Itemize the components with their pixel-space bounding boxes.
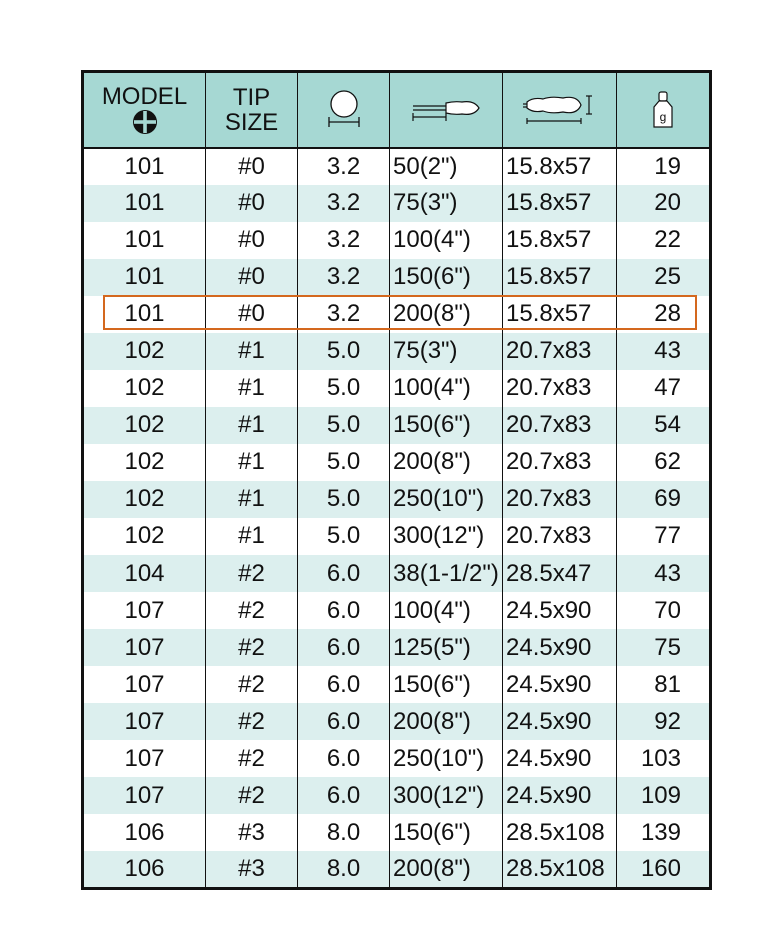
handle-size-cell: 20.7x83 (503, 481, 617, 518)
table-row (83, 222, 711, 259)
length-cell: 75(3") (390, 185, 503, 222)
tip-size-cell: #2 (206, 666, 298, 703)
tip-size-cell: #1 (206, 444, 298, 481)
model-cell: 102 (83, 518, 206, 555)
tip-size-cell: #1 (206, 333, 298, 370)
length-cell: 100(4") (390, 222, 503, 259)
weight-cell: 160 (640, 855, 681, 883)
model-cell: 107 (83, 629, 206, 666)
model-header (83, 72, 206, 148)
diameter-cell: 5.0 (298, 333, 390, 370)
table-row (83, 666, 711, 703)
weight-icon-label: g (659, 109, 667, 124)
tip-size-cell: #2 (206, 629, 298, 666)
diameter-cell: 6.0 (298, 666, 390, 703)
tip-size-cell: #2 (206, 740, 298, 777)
handle-size-cell: 15.8x57 (503, 296, 617, 333)
handle-size-cell: 24.5x90 (503, 740, 617, 777)
model-cell: 101 (83, 222, 206, 259)
table-row (83, 370, 711, 407)
tip-header-line1: TIP (232, 83, 271, 111)
length-cell: 38(1-1/2") (390, 555, 503, 592)
diameter-cell: 3.2 (298, 259, 390, 296)
diameter-cell: 5.0 (298, 481, 390, 518)
weight-cell: 28 (654, 300, 681, 328)
length-cell: 125(5") (390, 629, 503, 666)
table-row (83, 851, 711, 888)
handle-size-cell: 15.8x57 (503, 259, 617, 296)
handle-size-cell: 20.7x83 (503, 370, 617, 407)
model-cell: 102 (83, 444, 206, 481)
weight-cell: 47 (654, 374, 681, 402)
handle-size-header (503, 72, 617, 148)
weight-cell: 92 (654, 707, 681, 735)
handle-size-cell: 15.8x57 (503, 148, 617, 185)
weight-cell: 19 (654, 152, 681, 180)
tip-size-cell: #0 (206, 296, 298, 333)
tip-size-cell: #0 (206, 185, 298, 222)
screwdriver-length-icon (410, 96, 482, 124)
tip-size-cell: #1 (206, 370, 298, 407)
tip-size-cell: #2 (206, 703, 298, 740)
diameter-cell: 6.0 (298, 629, 390, 666)
model-cell: 106 (83, 814, 206, 851)
diameter-cell: 3.2 (298, 185, 390, 222)
handle-size-cell: 24.5x90 (503, 703, 617, 740)
tip-header-line2: SIZE (224, 108, 279, 136)
weight-icon (650, 90, 676, 130)
table-row (83, 148, 711, 185)
weight-cell: 75 (654, 633, 681, 661)
length-cell: 100(4") (390, 592, 503, 629)
spec-table (81, 70, 712, 890)
handle-size-cell: 20.7x83 (503, 444, 617, 481)
model-cell: 102 (83, 407, 206, 444)
weight-cell: 77 (654, 522, 681, 550)
diameter-cell: 5.0 (298, 444, 390, 481)
handle-size-cell: 20.7x83 (503, 518, 617, 555)
handle-size-cell: 28.5x47 (503, 555, 617, 592)
handle-size-cell: 24.5x90 (503, 592, 617, 629)
model-cell: 106 (83, 851, 206, 888)
handle-size-cell: 24.5x90 (503, 629, 617, 666)
model-cell: 101 (83, 148, 206, 185)
table-row (83, 259, 711, 296)
length-cell: 100(4") (390, 370, 503, 407)
diameter-cell: 6.0 (298, 703, 390, 740)
handle-size-icon (519, 93, 601, 127)
shank-diameter-header (298, 72, 390, 148)
handle-size-cell: 28.5x108 (503, 851, 617, 888)
diameter-cell: 3.2 (298, 148, 390, 185)
length-cell: 150(6") (390, 814, 503, 851)
handle-size-cell: 20.7x83 (503, 333, 617, 370)
diameter-cell: 8.0 (298, 851, 390, 888)
weight-cell: 70 (654, 596, 681, 624)
length-cell: 250(10") (390, 740, 503, 777)
weight-cell: 20 (654, 189, 681, 217)
length-cell: 250(10") (390, 481, 503, 518)
diameter-cell: 6.0 (298, 592, 390, 629)
handle-size-cell: 28.5x108 (503, 814, 617, 851)
table-body (83, 148, 711, 889)
shank-diameter-icon (326, 88, 362, 132)
table-row (83, 185, 711, 222)
model-cell: 102 (83, 481, 206, 518)
tip-size-cell: #3 (206, 851, 298, 888)
weight-cell: 109 (640, 781, 681, 809)
table-row (83, 407, 711, 444)
model-cell: 107 (83, 666, 206, 703)
table-row (83, 444, 711, 481)
model-cell: 107 (83, 777, 206, 814)
model-header-label: MODEL (101, 83, 188, 111)
model-cell: 107 (83, 740, 206, 777)
table-row (83, 814, 711, 851)
table-row (83, 555, 711, 592)
length-cell: 300(12") (390, 518, 503, 555)
tip-size-cell: #1 (206, 481, 298, 518)
length-cell: 150(6") (390, 407, 503, 444)
table-row (83, 481, 711, 518)
handle-size-cell: 24.5x90 (503, 666, 617, 703)
weight-cell: 69 (654, 485, 681, 513)
table-row (83, 592, 711, 629)
weight-cell: 81 (654, 670, 681, 698)
diameter-cell: 8.0 (298, 814, 390, 851)
weight-cell: 54 (654, 411, 681, 439)
diameter-cell: 6.0 (298, 777, 390, 814)
handle-size-cell: 20.7x83 (503, 407, 617, 444)
length-cell: 200(8") (390, 444, 503, 481)
tip-size-cell: #0 (206, 222, 298, 259)
tip-size-cell: #0 (206, 259, 298, 296)
model-cell: 101 (83, 259, 206, 296)
diameter-cell: 6.0 (298, 555, 390, 592)
diameter-cell: 3.2 (298, 296, 390, 333)
length-cell: 50(2") (390, 148, 503, 185)
length-header (390, 72, 503, 148)
handle-size-cell: 15.8x57 (503, 222, 617, 259)
weight-cell: 62 (654, 448, 681, 476)
weight-cell: 103 (640, 744, 681, 772)
model-cell: 102 (83, 333, 206, 370)
length-cell: 200(8") (390, 851, 503, 888)
diameter-cell: 5.0 (298, 518, 390, 555)
diameter-cell: 5.0 (298, 370, 390, 407)
weight-cell: 43 (654, 559, 681, 587)
tip-size-cell: #2 (206, 592, 298, 629)
model-cell: 104 (83, 555, 206, 592)
weight-header (617, 72, 711, 148)
length-cell: 75(3") (390, 333, 503, 370)
length-cell: 300(12") (390, 777, 503, 814)
weight-cell: 25 (654, 263, 681, 291)
highlighted-row-outline (103, 295, 697, 330)
weight-cell: 43 (654, 337, 681, 365)
table-row (83, 518, 711, 555)
table-row (83, 777, 711, 814)
table-row (83, 740, 711, 777)
model-cell: 107 (83, 592, 206, 629)
model-cell: 101 (83, 296, 206, 333)
tip-size-cell: #2 (206, 777, 298, 814)
model-cell: 101 (83, 185, 206, 222)
diameter-cell: 6.0 (298, 740, 390, 777)
handle-size-cell: 24.5x90 (503, 777, 617, 814)
length-cell: 150(6") (390, 666, 503, 703)
tip-size-cell: #1 (206, 407, 298, 444)
length-cell: 150(6") (390, 259, 503, 296)
length-cell: 200(8") (390, 296, 503, 333)
model-cell: 102 (83, 370, 206, 407)
tip-size-cell: #0 (206, 148, 298, 185)
diameter-cell: 5.0 (298, 407, 390, 444)
table-row (83, 703, 711, 740)
diameter-cell: 3.2 (298, 222, 390, 259)
model-cell: 107 (83, 703, 206, 740)
weight-cell: 22 (654, 226, 681, 254)
tip-size-header (206, 72, 298, 148)
tip-size-cell: #2 (206, 555, 298, 592)
length-cell: 200(8") (390, 703, 503, 740)
table-row (83, 629, 711, 666)
header-row (83, 72, 711, 148)
tip-size-cell: #1 (206, 518, 298, 555)
phillips-cross-icon (132, 109, 158, 135)
table-row (83, 333, 711, 370)
tip-size-cell: #3 (206, 814, 298, 851)
handle-size-cell: 15.8x57 (503, 185, 617, 222)
weight-cell: 139 (640, 818, 681, 846)
